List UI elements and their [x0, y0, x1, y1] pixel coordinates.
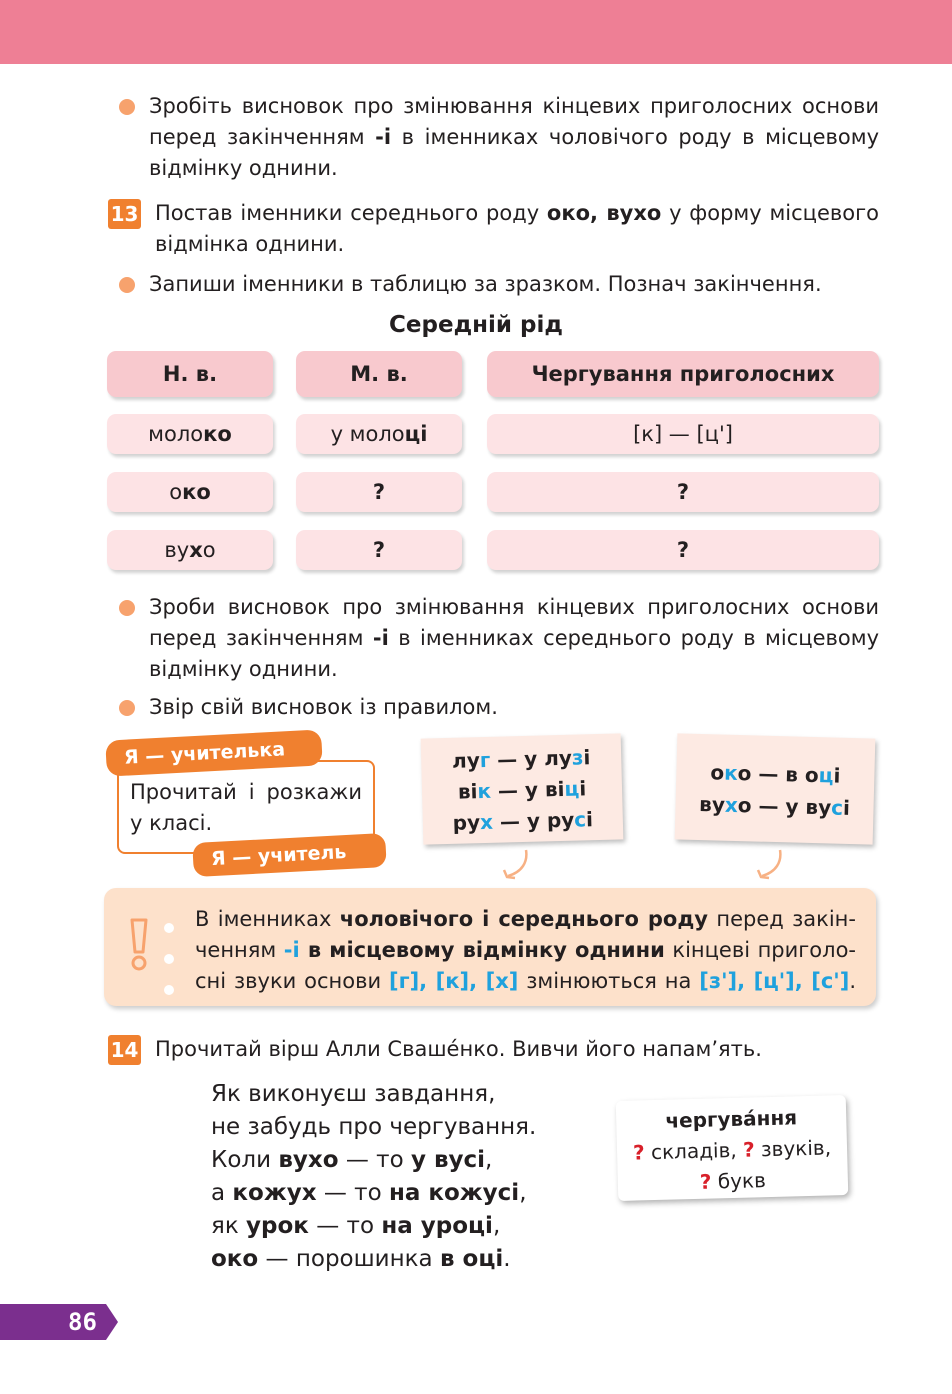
table-cell-nv: [107, 414, 273, 454]
teacher-box-text: [130, 777, 362, 839]
text-span-bold: око: [211, 1246, 259, 1272]
rule-line-1: [195, 904, 856, 935]
text-span: букв: [711, 1168, 767, 1194]
bullet-3-line-2: [149, 623, 879, 654]
text-span: В іменниках: [195, 907, 340, 931]
rule-line-3: [195, 966, 856, 997]
text-span-bold: в місцевому відмінку однини: [299, 938, 665, 962]
text-span-bold: на кожусі: [388, 1180, 520, 1206]
text-span: і: [585, 807, 594, 832]
text-span: перед закінченням: [149, 626, 373, 650]
consonant-blue: с: [830, 795, 844, 820]
table-cell-question: ?: [296, 472, 462, 512]
text-span-bold: кожух: [232, 1180, 317, 1206]
text-span: ,: [492, 1213, 501, 1239]
consonant-blue: з: [571, 745, 584, 770]
dot-decoration: [164, 923, 174, 933]
table-cell-alternation: [к] — [ц']: [487, 414, 879, 454]
bullet-dot: [119, 99, 135, 115]
question-mark-red: ?: [699, 1169, 712, 1194]
text-span-bold: урок: [246, 1213, 309, 1239]
table-cell-question: ?: [487, 472, 879, 512]
rule-text: [195, 904, 856, 997]
word-card-title: чергува́ння: [665, 1105, 798, 1133]
text-span: звуків,: [754, 1135, 832, 1162]
consonant-blue: к: [723, 760, 739, 786]
question-mark-red: ?: [632, 1140, 646, 1165]
rule-box: [104, 888, 876, 1006]
consonant-blue: ц: [564, 776, 580, 801]
bullet-dot: [119, 600, 135, 616]
bullet-1-line-1: Зробіть висновок про змінювання кінцевих приголосних основи: [149, 94, 879, 118]
table-cell-question: ?: [487, 530, 879, 570]
text-span: ,: [485, 1147, 493, 1173]
text-span: сні звуки основи: [195, 969, 390, 993]
text-span: о — в о: [737, 761, 820, 788]
poem-line: [211, 1210, 536, 1243]
bullet-1-text: [149, 91, 879, 184]
text-span: — у ві: [490, 776, 565, 803]
card-row: [675, 787, 874, 824]
poem: [211, 1078, 536, 1276]
text-span: лу: [451, 748, 481, 773]
text-span: моло: [148, 422, 204, 446]
text-span-bold: ко: [182, 480, 211, 504]
top-color-bar: [0, 0, 952, 64]
task-14-number: 14: [108, 1035, 141, 1065]
poem-line: [211, 1243, 536, 1276]
poem-line: [211, 1144, 536, 1177]
task-13-number: 13: [108, 199, 141, 229]
ending-blue: -і: [283, 938, 300, 962]
teacher-badge-female: Я — учителька: [105, 729, 323, 776]
text-span: о — у ву: [737, 793, 832, 820]
text-span: — то: [316, 1180, 389, 1206]
text-span-bold: на уроці: [381, 1213, 493, 1239]
text-span: ,: [519, 1180, 527, 1206]
ending-bold: -і: [372, 626, 389, 650]
text-span: перед закін-: [708, 907, 856, 931]
consonant-blue: х: [724, 792, 739, 818]
text-span: ру: [452, 810, 481, 835]
text-span: ву: [698, 792, 726, 817]
bullet-4-text: Звір свій висновок із правилом.: [149, 695, 498, 719]
card-row: [422, 803, 623, 839]
bullet-3-text: [149, 592, 879, 685]
word-card-line: [618, 1163, 849, 1200]
table-cell-mv: [296, 414, 462, 454]
curved-arrow-icon: [498, 848, 538, 884]
bullet-dot: [119, 700, 135, 716]
text-span-bold: у вусі: [410, 1147, 486, 1173]
poem-line: Як виконуєш завдання,: [211, 1081, 496, 1107]
text-span: .: [849, 969, 857, 993]
dot-decoration: [164, 954, 174, 964]
text-span: перед закінченням: [149, 125, 376, 149]
text-span: а: [211, 1180, 233, 1206]
teacher-text-line-1: Прочитай і розкажи: [130, 780, 362, 804]
dot-decoration: [164, 985, 174, 995]
teacher-badge-male: Я — учитель: [192, 833, 387, 877]
bullet-3-line-1: Зроби висновок про змінювання кінцевих приголосних основи: [149, 595, 879, 619]
bullet-2-text: Запиши іменники в таблицю за зразком. Познач закінчення.: [149, 272, 822, 296]
text-span: в іменниках чоловічого роду в місцевому: [391, 125, 879, 149]
text-span: як: [211, 1213, 247, 1239]
text-span: ву: [164, 538, 190, 562]
words-bold: око, вухо: [546, 201, 662, 225]
task-14-text: Прочитай вірш Алли Свашéнко. Вивчи його напам’ять.: [155, 1037, 762, 1061]
text-span: о: [710, 760, 725, 785]
table-title: Середній рід: [389, 312, 563, 338]
text-span: .: [503, 1246, 511, 1272]
bullet-dot: [119, 277, 135, 293]
text-span: і: [842, 795, 851, 820]
text-span: і: [583, 745, 591, 770]
task-13-text: [155, 198, 879, 260]
text-span: Постав іменники середнього роду: [155, 201, 547, 225]
consonant-blue: х: [479, 809, 494, 835]
table-cell-nv: [107, 530, 273, 570]
text-span-bold: х: [189, 538, 203, 562]
table-header-alternation: Чергування приголосних: [487, 351, 879, 397]
table-header-nv: Н. в.: [107, 351, 273, 397]
table-cell-nv: [107, 472, 273, 512]
task-13-line-2: відмінка однини.: [155, 232, 345, 256]
word-card-line: [617, 1132, 848, 1169]
text-span: — у лу: [489, 745, 573, 772]
text-span: змінюються на: [518, 969, 700, 993]
text-span-bold: в оці: [439, 1246, 504, 1272]
card-row: [676, 755, 875, 792]
text-span: у форму місцевого: [661, 201, 879, 225]
ending-bold: -і: [375, 125, 392, 149]
bullet-1-line-3: відмінку однини.: [149, 156, 338, 180]
poem-line: не забудь про чергування.: [211, 1114, 537, 1140]
teacher-text-line-2: у класі.: [130, 811, 213, 835]
example-card-masculine: [421, 733, 624, 844]
text-span-bold: чоловічого і середнього роду: [339, 907, 708, 931]
bullet-3-line-3: відмінку однини.: [149, 657, 338, 681]
text-span: о: [202, 538, 216, 562]
text-span: складів,: [644, 1137, 744, 1165]
consonant-blue: к: [477, 778, 492, 804]
text-span-bold: вухо: [278, 1147, 339, 1173]
text-span: ченням: [195, 938, 284, 962]
text-span-bold: ко: [203, 422, 232, 446]
consonant-blue: г: [479, 747, 491, 773]
text-span: і: [833, 763, 841, 788]
text-span: Коли: [211, 1147, 279, 1173]
sounds-blue: [г], [к], [х]: [389, 969, 519, 993]
task-13-line-1: [155, 198, 879, 229]
sounds-blue: [з'], [ц'], [с']: [699, 969, 850, 993]
consonant-blue: ц: [818, 763, 834, 788]
text-span: о: [169, 480, 183, 504]
text-span: кінцеві приголо-: [664, 938, 857, 962]
curved-arrow-icon: [752, 848, 792, 884]
example-card-neuter: [675, 733, 876, 844]
text-span-bold: ці: [404, 422, 428, 446]
exclamation-icon: [124, 916, 154, 976]
table-header-mv: М. в.: [296, 351, 462, 397]
poem-line: [211, 1177, 536, 1210]
text-span: у моло: [330, 422, 405, 446]
table-cell-question: ?: [296, 530, 462, 570]
word-analysis-card: [616, 1095, 849, 1201]
page-number: 86: [68, 1308, 97, 1336]
bullet-1-line-2: [149, 122, 879, 153]
text-span: — порошинка: [258, 1246, 440, 1272]
rule-line-2: [195, 935, 856, 966]
consonant-blue: с: [573, 807, 587, 832]
page-number-tab: [0, 1304, 118, 1340]
question-mark-red: ?: [742, 1137, 755, 1162]
text-span: і: [578, 776, 587, 801]
text-span: — то: [308, 1213, 382, 1239]
text-span: — у ру: [492, 807, 575, 834]
text-span: ві: [457, 779, 478, 804]
text-span: — то: [338, 1147, 411, 1173]
text-span: в іменниках середнього роду в місцевому: [388, 626, 879, 650]
